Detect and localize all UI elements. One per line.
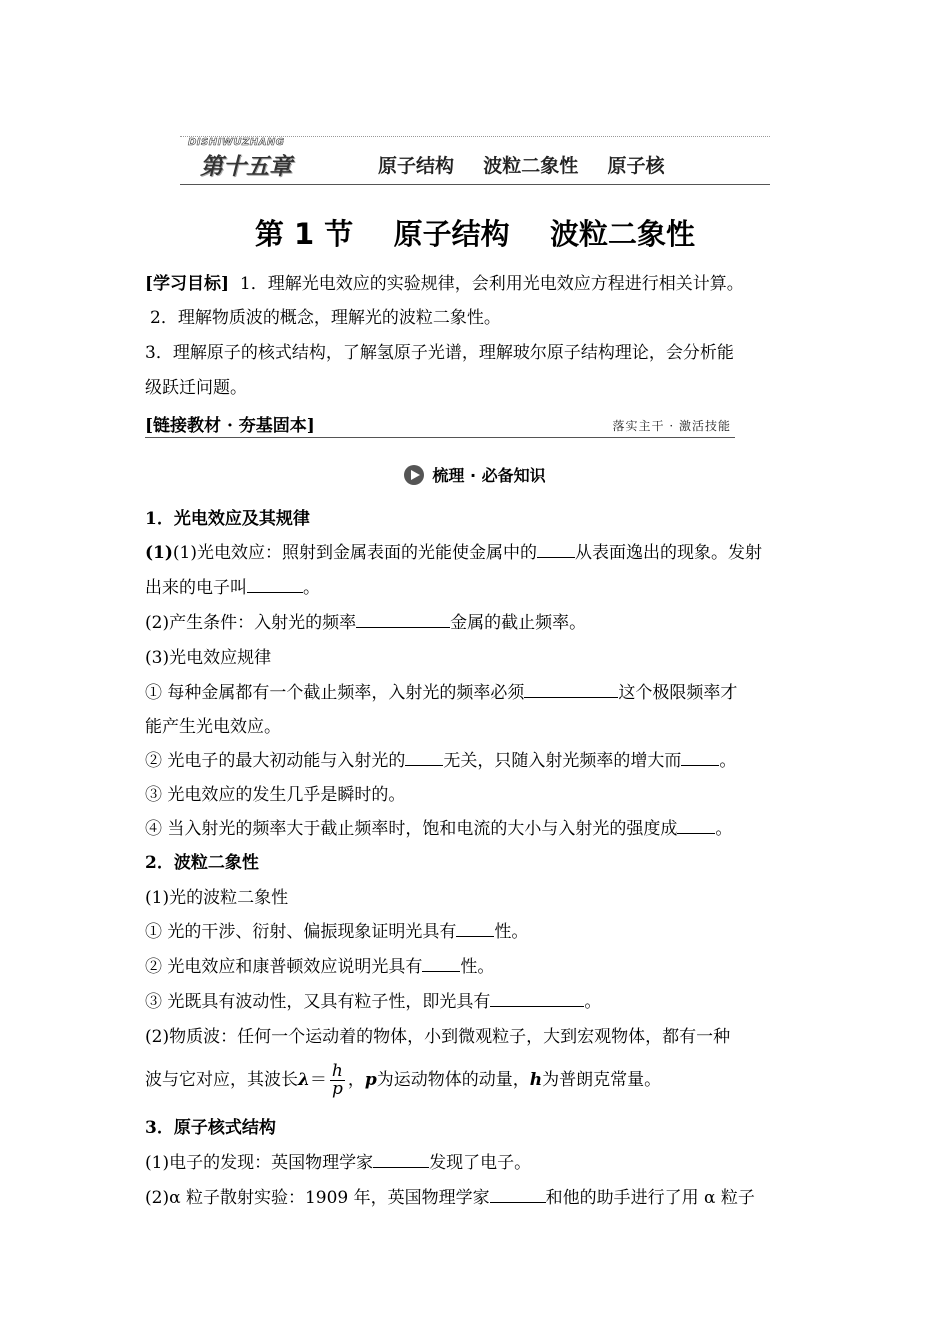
blank[interactable] [247,577,303,593]
blank[interactable] [490,1187,546,1203]
s1-p1a: (1)(1)光电效应：照射到金属表面的光能使金属中的 从表面逸出的现象。发射 [145,543,763,563]
link-bar-title: [链接教材 · 夯基固本] [145,416,315,436]
subhead [0,463,950,486]
wavelength-fraction [330,1063,345,1098]
link-bar-rule [145,437,735,438]
s3-title: 3．原子核式结构 [145,1118,276,1138]
fraction-numerator: h [331,1061,343,1081]
section-title: 第 1 节 原子结构 波粒二象性 [254,217,696,251]
objective-3a: 3．理解原子的核式结构，了解氢原子光谱，理解玻尔原子结构理论，会分析能 [145,343,734,363]
play-icon [404,465,424,485]
link-bar-right: 落实主干 · 激活技能 [612,419,731,433]
objectives-label: [学习目标] [145,274,230,294]
fraction-denominator: p [331,1079,343,1099]
h-variable: h [529,1070,543,1090]
s2-r1: ① 光的干涉、衍射、偏振现象证明光具有 性。 [145,922,529,942]
chapter-header [180,136,770,186]
s2-r3: ③ 光既具有波动性，又具有粒子性，即光具有 。 [145,992,602,1012]
objective-1: 1．理解光电效应的实验规律，会利用光电效应方程进行相关计算。 [239,274,744,294]
s1-p3: (3)光电效应规律 [145,648,272,668]
blank[interactable] [356,612,450,628]
p-variable: p [364,1070,377,1090]
s1-r1a: ① 每种金属都有一个截止频率，入射光的频率必须 这个极限频率才 [145,683,738,703]
blank[interactable] [405,750,443,766]
blank[interactable] [373,1152,429,1168]
subhead-label: 梳理 · 必备知识 [432,466,546,485]
s2-r2: ② 光电效应和康普顿效应说明光具有 性。 [145,957,495,977]
s2-p2b: 波与它对应，其波长λ＝ $\frac{h}{p}$ ，p为运动物体的动量，h为普朗克常量。 [145,1061,662,1099]
header-rule [180,184,770,185]
blank[interactable] [422,956,460,972]
blank[interactable] [677,818,715,834]
s3-p2: (2)α 粒子散射实验：1909 年，英国物理学家 和他的助手进行了用 α 粒子 [145,1188,755,1208]
objective-2: 2．理解物质波的概念，理解光的波粒二象性。 [150,308,501,328]
link-bar [145,411,735,439]
s1-r1b: 能产生光电效应。 [145,717,281,737]
s1-title: 1．光电效应及其规律 [145,509,310,529]
s2-p1: (1)光的波粒二象性 [145,888,289,908]
lambda-symbol: λ [298,1070,310,1090]
s2-title: 2．波粒二象性 [145,853,259,873]
blank[interactable] [524,682,618,698]
s2-p2a: (2)物质波：任何一个运动着的物体，小到微观粒子，大到宏观物体，都有一种 [145,1027,731,1047]
blank[interactable] [681,750,719,766]
s3-p1: (1)电子的发现：英国物理学家 发现了电子。 [145,1153,532,1173]
chapter-pinyin: DISHIWUZHANG [188,137,285,148]
chapter-title: 原子结构 波粒二象性 原子核 [378,155,665,177]
blank[interactable] [490,991,584,1007]
chapter-label: 第十五章 [200,154,292,180]
s1-r4: ④ 当入射光的频率大于截止频率时，饱和电流的大小与入射光的强度成 。 [145,819,733,839]
blank[interactable] [537,542,575,558]
objectives-line-1 [145,273,744,295]
s1-p1b: 出来的电子叫 。 [145,578,320,598]
s1-r2: ② 光电子的最大初动能与入射光的 无关，只随入射光频率的增大而 。 [145,751,737,771]
blank[interactable] [456,921,494,937]
s1-r3: ③ 光电效应的发生几乎是瞬时的。 [145,785,406,805]
s1-p2: (2)产生条件：入射光的频率 金属的截止频率。 [145,613,587,633]
objective-3b: 级跃迁问题。 [145,378,247,398]
